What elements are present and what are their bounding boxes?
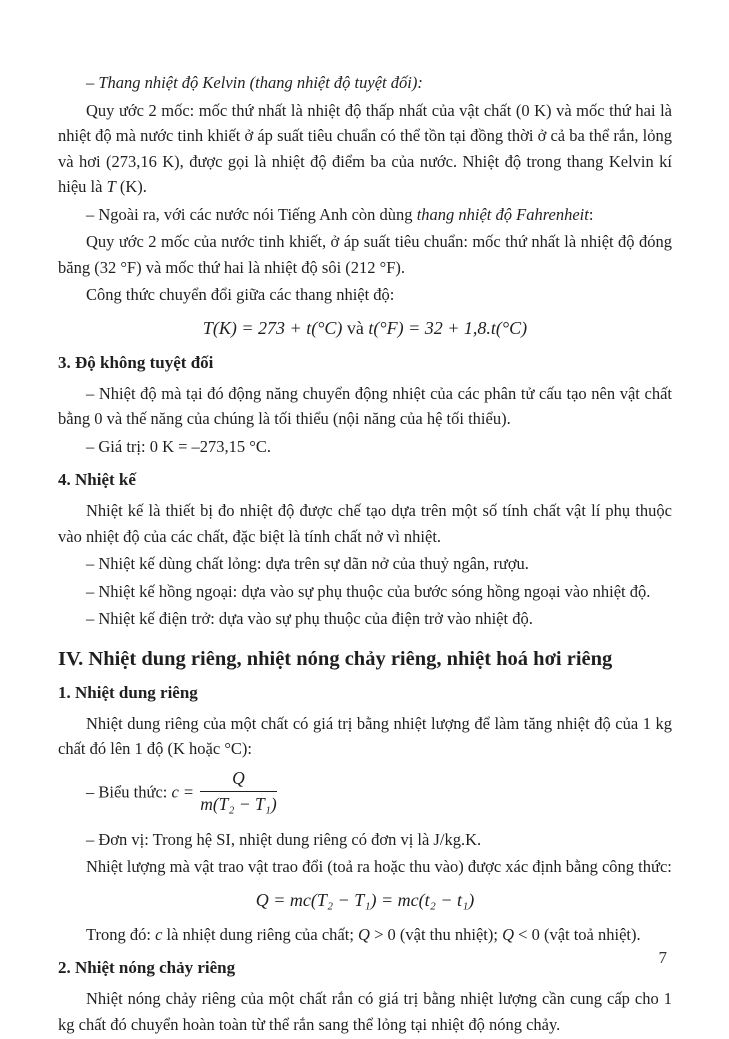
fraction-numerator: Q (200, 768, 277, 792)
formula-label: – Biểu thức: (86, 781, 172, 801)
term-fahrenheit-scale: thang nhiệt độ Fahrenheit (416, 204, 589, 224)
var-Q: Q (502, 924, 515, 944)
formula-specific-heat (58, 767, 672, 817)
para-thermometer-definition: Nhiệt kế là thiết bị đo nhiệt độ được chế tạo dựa trên một số tính chất vật lí phụ thuộc vào nhiệt độ của các chất, đặc biệt là tính chất nở vì nhiệt. (58, 501, 672, 546)
para-absolute-zero-value: – Giá trị: 0 K = –273,15 °C. (86, 436, 272, 456)
para-text: > 0 (vật thu nhiệt); (369, 924, 503, 944)
formula-connector: và (342, 317, 369, 338)
formula-fahrenheit: t(°F) = 32 + 1,8.t(°C) (368, 317, 528, 338)
section-heading-specific-heat: 1. Nhiệt dung riêng (58, 682, 198, 702)
var-T: T (106, 177, 116, 196)
para-fahrenheit-convention: Quy ước 2 mốc của nước tinh khiết, ở áp suất tiêu chuẩn: mốc thứ nhất là nhiệt độ đóng băng (32 °F) và mốc thứ hai là nhiệt độ sôi (212 °F). (58, 232, 672, 277)
para-text: là nhiệt dung riêng của chất; (162, 924, 359, 944)
para-text: – Ngoài ra, với các nước nói Tiếng Anh còn dùng (86, 204, 417, 224)
para-resistance-thermometer: – Nhiệt kế điện trở: dựa vào sự phụ thuộc của điện trở vào nhiệt độ. (86, 609, 533, 628)
fraction (200, 768, 277, 815)
document-page (58, 70, 672, 1039)
section-heading-thermometer: 4. Nhiệt kế (58, 470, 136, 489)
para-absolute-zero-definition: – Nhiệt độ mà tại đó động năng chuyển động nhiệt của các phân tử cấu tạo nên vật chất bằng 0 và thế năng của chúng là tối thiểu (nội năng của hệ tối thiểu). (58, 383, 672, 428)
var-Q: Q (358, 924, 370, 944)
formula-temperature-conversion (58, 314, 672, 342)
para-text: (K). (115, 177, 147, 196)
formula-heat-quantity (58, 886, 672, 914)
para-latent-heat-definition: Nhiệt nóng chảy riêng của một chất rắn có giá trị bằng nhiệt lượng cần cung cấp cho 1 kg chất đó chuyển hoàn toàn từ thể rắn sang thể lỏng tại nhiệt độ nóng chảy. (58, 989, 672, 1034)
section-heading-absolute-zero: 3. Độ không tuyệt đối (58, 352, 214, 372)
para-text: < 0 (vật toả nhiệt). (514, 924, 641, 944)
formula-kelvin: T(K) = 273 + t(°C) (202, 317, 343, 338)
para-liquid-thermometer: – Nhiệt kế dùng chất lỏng: dựa trên sự dãn nở của thuỷ ngân, rượu. (86, 554, 529, 573)
fraction-denominator: m(T₂ − T₁) (200, 793, 277, 814)
para-kelvin-convention (58, 98, 672, 200)
chapter-heading-specific-heat: IV. Nhiệt dung riêng, nhiệt nóng chảy riêng, nhiệt hoá hơi riêng (58, 647, 613, 670)
para-conversion-intro: Công thức chuyển đổi giữa các thang nhiệt độ: (86, 285, 395, 304)
para-specific-heat-unit: – Đơn vị: Trong hệ SI, nhiệt dung riêng có đơn vị là J/kg.K. (86, 829, 482, 849)
para-formula-explanation (58, 922, 672, 948)
formula-Q: Q = mc(T₂ − T₁) = mc(t₂ − t₁) (255, 889, 475, 910)
para-text: Trong đó: (86, 924, 156, 944)
formula-lhs: c = (171, 781, 199, 801)
para-infrared-thermometer: – Nhiệt kế hồng ngoại: dựa vào sự phụ thuộc của bước sóng hồng ngoại vào nhiệt độ. (86, 581, 651, 601)
para-specific-heat-definition: Nhiệt dung riêng của một chất có giá trị bằng nhiệt lượng để làm tăng nhiệt độ của 1 kg chất đó lên 1 độ (K hoặc °C): (58, 713, 672, 758)
para-fahrenheit-intro (58, 202, 672, 228)
para-text: : (588, 204, 594, 224)
var-c: c (155, 924, 163, 944)
para-text: Quy ước 2 mốc: mốc thứ nhất là nhiệt độ thấp nhất của vật chất (0 K) và mốc thứ hai là nhiệt độ mà nước tinh khiết ở áp suất tiêu chuẩn có thể tồn tại đồng thời ở cả ba thể rắn, lỏng và hơi (273,16 K), được gọi là nhiệt độ điểm ba của nước. Nhiệt độ trong thang Kelvin kí hiệu là (58, 100, 672, 196)
heading-kelvin-scale: – Thang nhiệt độ Kelvin (thang nhiệt độ tuyệt đối): (86, 73, 423, 92)
section-heading-latent-heat-fusion: 2. Nhiệt nóng chảy riêng (58, 958, 236, 977)
page-number: 7 (658, 948, 667, 967)
para-heat-exchange-intro: Nhiệt lượng mà vật trao vật trao đổi (toả ra hoặc thu vào) được xác định bằng công thức: (86, 857, 672, 876)
